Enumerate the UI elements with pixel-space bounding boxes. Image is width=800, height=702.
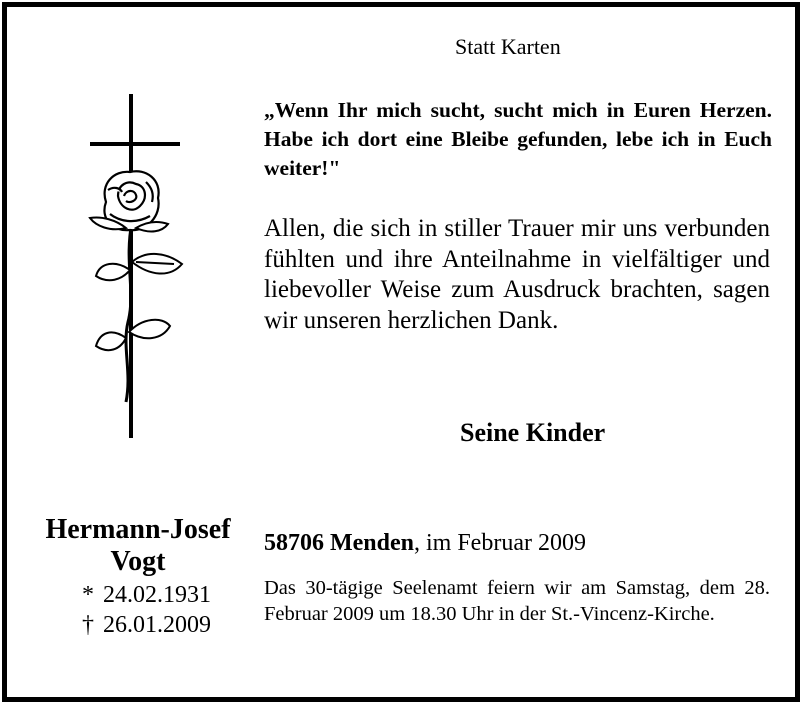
header-title: Statt Karten: [455, 34, 561, 59]
cross-with-rose-icon: [66, 92, 196, 442]
deceased-last-name: Vogt: [110, 546, 166, 577]
place-date-text: , im Februar 2009: [414, 530, 586, 556]
thanks-text: Allen, die sich in stiller Trauer mir uns verbunden fühlten und ihre Anteilnahme in vielfältiger und liebevoller Weise zum Ausdruck brachten, sagen wir unseren herzlichen Dank.: [264, 215, 770, 334]
death-line: [60, 610, 230, 640]
life-dates: [60, 580, 230, 640]
death-date: 26.01.2009: [103, 612, 211, 638]
death-cross-icon: †: [82, 612, 94, 638]
birth-star-icon: *: [82, 582, 94, 608]
deceased-name: [20, 514, 256, 578]
birth-line: [60, 580, 230, 610]
deceased-first-name: Hermann-Josef: [45, 514, 231, 545]
signature: Seine Kinder: [460, 418, 606, 447]
birth-date: 24.02.1931: [103, 582, 211, 608]
place-city: 58706 Menden: [264, 530, 414, 556]
mass-notice: Das 30-tägige Seelenamt feiern wir am Samstag, dem 28. Februar 2009 um 18.30 Uhr in der St.-Vincenz-Kirche.: [264, 577, 770, 625]
quote-text: „Wenn Ihr mich sucht, sucht mich in Euren Herzen. Habe ich dort eine Bleibe gefunden, lebe ich in Euch weiter!": [264, 98, 772, 180]
place-date: [264, 530, 586, 557]
